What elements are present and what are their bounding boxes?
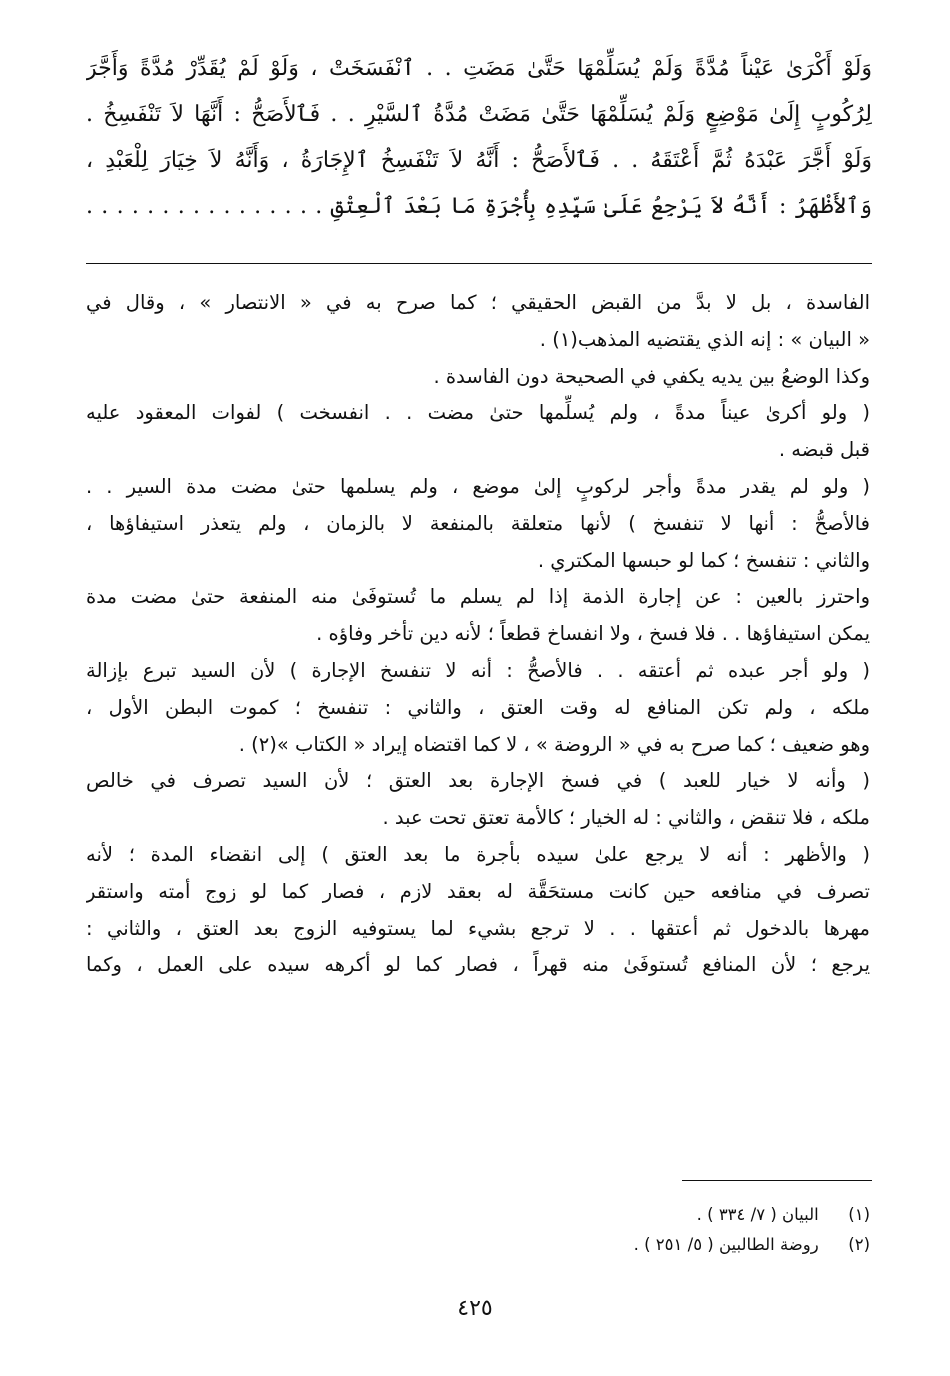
sharh-line: ( والأظهر : أنه لا يرجع علىٰ سيده بأجرة ما بعد العتق ) إلى انقضاء المدة ؛ لأنه — [86, 842, 870, 866]
sharh-line: ملكه ، ولم تكن المنافع له وقت العتق ، والثاني : تنفسخ ؛ كموت البطن الأول ، — [86, 695, 870, 719]
sharh-line: وكذا الوضعُ بين يديه يكفي في الصحيحة دون الفاسدة . — [433, 364, 870, 388]
footnote-text: روضة الطالبين ( ٥/ ٢٥١ ) . — [633, 1235, 819, 1254]
footnote-number: (١) — [848, 1205, 870, 1224]
sharh-line: مهرها بالدخول ثم أعتقها . . لا ترجع بشيء لما يستوفيه الزوج بعد العتق ، والثاني : — [86, 916, 870, 940]
sharh-line: وهو ضعيف ؛ كما صرح به في « الروضة » ، لا كما اقتضاه إيراد « الكتاب »(٢) . — [238, 732, 870, 756]
matn-block — [86, 46, 872, 230]
page-number: ٤٢٥ — [457, 1296, 493, 1321]
sharh-line: واحترز بالعين : عن إجارة الذمة إذا لم يسلم ما تُستوفَىٰ منه المنفعة حتىٰ مضت مدة — [86, 585, 870, 609]
sharh-line: يمكن استيفاؤها . . فلا فسخ ، ولا انفساخ قطعاً ؛ لأنه دين تأخر وفاؤه . — [316, 622, 870, 646]
sharh-line: ( ولو لم يقدر مدةً وأجر لركوبٍ إلىٰ موضع ، ولم يسلمها حتىٰ مضت مدة السير . . — [86, 474, 870, 498]
matn-line: وَلَوْ أَكْرَىٰ عَيْناً مُدَّةً وَلَمْ يُسَلِّمْهَا حَتَّىٰ مَضَتِ . . ٱنْفَسَخَتْ ، وَلَوْ لَمْ يُقَدِّرْ مُدَّةً وَأَجَّرَ — [86, 56, 872, 81]
sharh-line: تصرف في منافعه حين كانت مستحَقَّة له بعقد لازم ، فصار كما لو زوج أمته واستقر — [86, 879, 870, 903]
sharh-line: الفاسدة ، بل لا بدَّ من القبض الحقيقي ؛ كما صرح به في « الانتصار » ، وقال في — [86, 291, 870, 314]
sharh-block — [86, 285, 870, 984]
sharh-line: ( ولو أجر عبده ثم أعتقه . . فالأصحُّ : أنه لا تنفسخ الإجارة ) لأن السيد تبرع بإزالة — [86, 658, 870, 682]
matn-line: وَلَوْ أَجَّرَ عَبْدَهُ ثُمَّ أَعْتَقَهُ . . فَٱلأَصَحُّ : أَنَّهُ لاَ تَنْفَسِخُ ٱلإِجَارَةُ ، وَأَنَّهُ لاَ خِيَارَ لِلْعَبْدِ ، — [86, 148, 872, 173]
sharh-line: « البيان » : إنه الذي يقتضيه المذهب(١) . — [539, 327, 870, 351]
footnote — [86, 1200, 870, 1230]
footnote-divider — [682, 1180, 872, 1181]
sharh-line: والثاني : تنفسخ ؛ كما لو حبسها المكتري . — [537, 548, 870, 572]
sharh-line: ملكه ، فلا تنقض ، والثاني : له الخيار ؛ كالأمة تعتق تحت عبد . — [382, 806, 870, 830]
sharh-line: ( وأنه لا خيار للعبد ) في فسخ الإجارة بعد العتق ؛ لأن السيد تصرف في خالص — [86, 769, 870, 793]
footnote-text: البيان ( ٧/ ٣٣٤ ) . — [696, 1205, 819, 1224]
sharh-line: ( ولو أكرىٰ عيناً مدةً ، ولم يُسلِّمها حتىٰ مضت . . انفسخت ) لفوات المعقود عليه — [86, 401, 870, 425]
matn-divider — [86, 263, 872, 264]
footnotes — [86, 1200, 870, 1260]
matn-line: وَٱلأَظْهَرُ : أَنَّهُ لاَ يَرْجِعُ عَلَىٰ سَيِّدِهِ بِأُجْرَةِ مَا بَعْدَ ٱلْعِتْقِ . . . . . . . . . . . . . . . . — [86, 194, 872, 219]
sharh-line: قبل قبضه . — [778, 438, 870, 462]
matn-line: لِرُكُوبٍ إِلَىٰ مَوْضِعٍ وَلَمْ يُسَلِّمْهَا حَتَّىٰ مَضَتْ مُدَّةُ ٱلسَّيْرِ . . فَٱلأَصَحُّ : أَنَّهَا لاَ تَنْفَسِخُ . — [86, 102, 872, 127]
footnote-number: (٢) — [848, 1235, 870, 1254]
sharh-line: فالأصحُّ : أنها لا تنفسخ ) لأنها متعلقة بالمنفعة لا بالزمان ، ولم يتعذر استيفاؤها ، — [86, 511, 870, 535]
footnote — [86, 1230, 870, 1260]
sharh-line: يرجع ؛ لأن المنافع تُستوفَىٰ منه قهراً ، فصار كما لو أكرهه سيده على العمل ، وكما — [86, 953, 870, 977]
